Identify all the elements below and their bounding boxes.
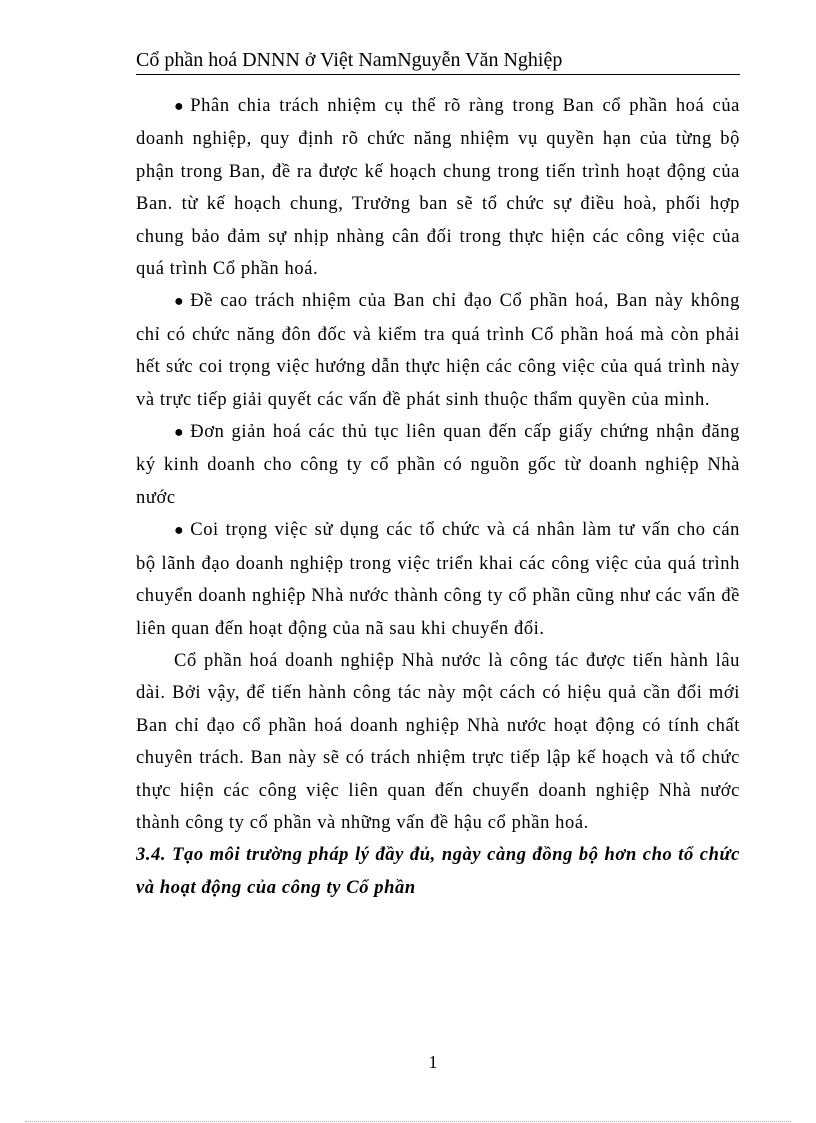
paragraph-3: [136, 416, 740, 514]
paragraph-1: [136, 90, 740, 285]
bullet-icon: ●: [174, 522, 185, 540]
paragraph-text: Đơn giản hoá các thủ tục liên quan đến cấp giấy chứng nhận đăng ký kinh doanh cho công ty cổ phần có nguồn gốc từ doanh nghiệp Nhà nước: [136, 422, 740, 508]
document-body: [136, 90, 740, 904]
paragraph-text: Cổ phần hoá doanh nghiệp Nhà nước là công tác được tiến hành lâu dài. Bởi vậy, để tiến hành công tác này một cách có hiệu quả cần đổi mới Ban chỉ đạo cổ phần hoá doanh nghiệp Nhà nước hoạt động có tính chất chuyên trách. Ban này sẽ có trách nhiệm trực tiếp lập kế hoạch và tổ chức thực hiện các công việc liên quan đến chuyển doanh nghiệp Nhà nước thành công ty cổ phần và những vấn đề hậu cổ phần hoá.: [136, 650, 740, 833]
paragraph-5: [136, 645, 740, 839]
header-text: Cổ phần hoá DNNN ở Việt NamNguyễn Văn Nghiệp: [136, 49, 563, 71]
page-header: [136, 46, 740, 75]
page-number: 1: [428, 1052, 438, 1072]
bullet-icon: ●: [174, 98, 185, 115]
paragraph-4: [136, 514, 740, 645]
paragraph-2: [136, 285, 740, 416]
paragraph-text: Đề cao trách nhiệm của Ban chỉ đạo Cổ phần hoá, Ban này không chỉ có chức năng đôn đốc và kiểm tra quá trình Cổ phần hoá mà còn phải hết sức coi trọng việc hướng dẫn thực hiện các công việc của quá trình này và trực tiếp giải quyết các vấn đề phát sinh thuộc thẩm quyền của mình.: [136, 291, 740, 410]
bullet-icon: ●: [174, 424, 185, 442]
page-bottom-divider: [25, 1121, 791, 1122]
paragraph-text: Phân chia trách nhiệm cụ thể rõ ràng trong Ban cổ phần hoá của doanh nghiệp, quy định rõ chức năng nhiệm vụ quyền hạn của từng bộ phận trong Ban, đề ra được kế hoạch chung trong tiến trình hoạt động của Ban. từ kế hoạch chung, Trưởng ban sẽ tổ chức sự điều hoà, phối hợp chung bảo đảm sự nhịp nhàng cân đối trong thực hiện các công việc của quá trình Cổ phần hoá.: [136, 96, 740, 280]
section-heading: 3.4. Tạo môi trường pháp lý đầy đủ, ngày càng đồng bộ hơn cho tổ chức và hoạt động của công ty Cổ phần: [136, 845, 740, 898]
bullet-icon: ●: [174, 293, 185, 311]
paragraph-text: Coi trọng việc sử dụng các tổ chức và cá nhân làm tư vấn cho cán bộ lãnh đạo doanh nghiệp trong việc triển khai các công việc của quá trình chuyển doanh nghiệp Nhà nước thành công ty cổ phần cũng như các vấn đề liên quan đến hoạt động của nã sau khi chuyển đổi.: [136, 520, 740, 639]
